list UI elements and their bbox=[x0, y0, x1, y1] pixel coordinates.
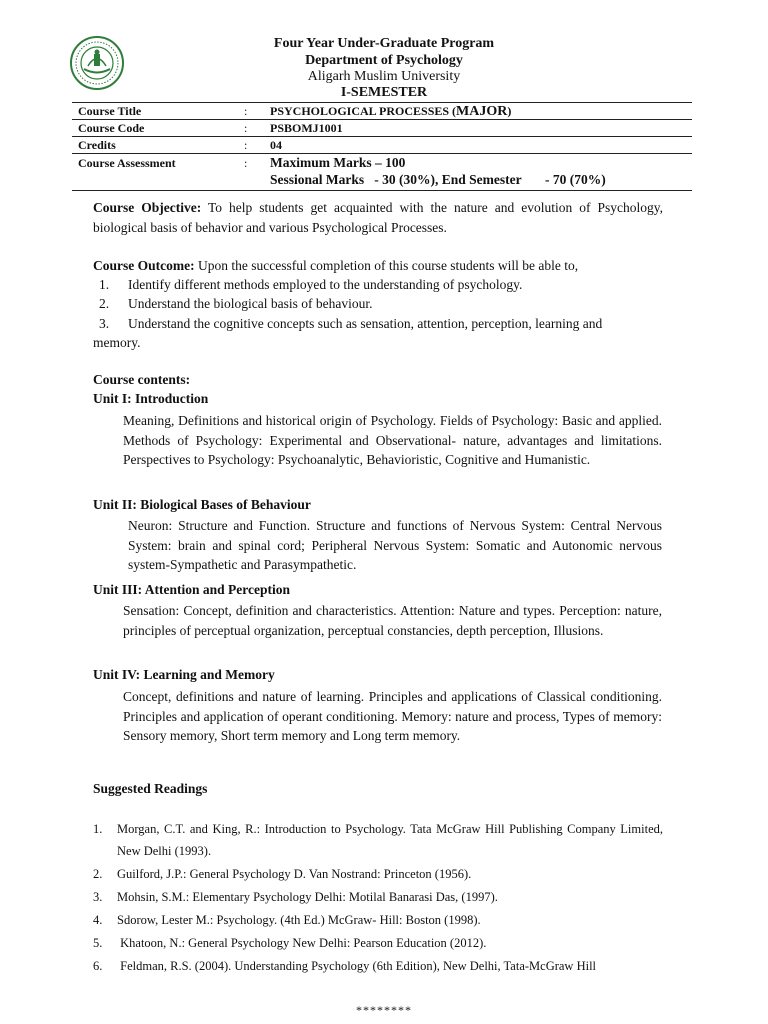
table-rule bbox=[72, 190, 692, 191]
row-colon: : bbox=[244, 156, 248, 170]
outcome-number: 1. bbox=[99, 277, 110, 292]
reading-text: Sdorow, Lester M.: Psychology. (4th Ed.) McGraw- Hill: Boston (1998). bbox=[117, 913, 481, 927]
reading-number: 2. bbox=[93, 867, 103, 881]
reading-number: 1. bbox=[93, 822, 103, 836]
reading-number: 4. bbox=[93, 913, 103, 927]
course-title-suffix: ) bbox=[507, 104, 512, 118]
unit-title: Unit III: Attention and Perception bbox=[93, 582, 291, 597]
course-outcome-intro bbox=[93, 256, 693, 276]
row-colon: : bbox=[244, 121, 248, 135]
credits-row bbox=[72, 136, 692, 153]
outcome-number: 2. bbox=[99, 296, 110, 311]
row-label: Credits bbox=[78, 138, 116, 152]
course-title-row bbox=[72, 102, 692, 119]
unit-title: Unit I: Introduction bbox=[93, 391, 209, 406]
unit-text: Neuron: Structure and Function. Structure and functions of Nervous System: Central Nervous System: brain and spinal cord; Peripheral Nervous System: Somatic and Autonomic nervous system-Sympathetic and Parasympathetic. bbox=[128, 518, 662, 572]
credits-value: 04 bbox=[270, 138, 282, 152]
course-code-value: PSBOMJ1001 bbox=[270, 121, 343, 135]
maximum-marks-value: Maximum Marks – 100 bbox=[270, 155, 406, 170]
reading-text: Guilford, J.P.: General Psychology D. Van Nostrand: Princeton (1956). bbox=[117, 867, 472, 881]
row-label: Course Code bbox=[78, 121, 145, 135]
row-label: Course Title bbox=[78, 104, 142, 118]
course-title-value bbox=[270, 104, 511, 120]
outcome-item-continuation: memory. bbox=[93, 335, 141, 350]
outcome-text: Understand the cognitive concepts such as sensation, attention, perception, learning and bbox=[128, 316, 603, 331]
suggested-readings-heading: Suggested Readings bbox=[93, 781, 208, 796]
university-name: Aligarh Muslim University bbox=[307, 69, 461, 84]
unit-text: Meaning, Definitions and historical origin of Psychology. Fields of Psychology: Basic and applied. Methods of Psychology: Experimental and Observational- nature, advantages and limitations. Perspectives to Psychology: Psychoanalytic, Behavioristic, Cognitive and Humanistic. bbox=[123, 413, 662, 467]
course-objective bbox=[93, 198, 663, 237]
outcome-text: Understand the biological basis of behaviour. bbox=[128, 296, 373, 311]
row-colon: : bbox=[244, 138, 248, 152]
outcome-number: 3. bbox=[99, 316, 110, 331]
sessional-marks: Sessional Marks - 30 (30%), End Semester - 70 (70%) bbox=[270, 172, 606, 187]
outcome-text: Identify different methods employed to the understanding of psychology. bbox=[128, 277, 523, 292]
course-outcome-label: Course Outcome: bbox=[93, 258, 195, 273]
course-title-text: PSYCHOLOGICAL PROCESSES ( bbox=[270, 104, 457, 118]
reading-text: Mohsin, S.M.: Elementary Psychology Delhi: Motilal Banarasi Das, (1997). bbox=[117, 890, 498, 904]
unit-text: Concept, definitions and nature of learning. Principles and applications of Classical conditioning. Principles and application of operant conditioning. Memory: nature and process, Types of memory: Sensory memory, Short term memory and Long term memory. bbox=[123, 689, 662, 743]
course-title-major: MAJOR bbox=[456, 104, 508, 119]
reading-text: Morgan, C.T. and King, R.: Introduction to Psychology. Tata McGraw Hill Publishing Company Limited, New Delhi (1993). bbox=[117, 822, 663, 858]
reading-text: Feldman, R.S. (2004). Understanding Psychology (6th Edition), New Delhi, Tata-McGraw Hill bbox=[117, 959, 597, 973]
semester-title: I-SEMESTER bbox=[340, 85, 428, 100]
department-title: Department of Psychology bbox=[305, 53, 463, 68]
course-objective-label: Course Objective: bbox=[93, 200, 202, 215]
program-title: Four Year Under-Graduate Program bbox=[273, 36, 495, 51]
course-outcome-text: Upon the successful completion of this course students will be able to, bbox=[197, 258, 579, 273]
course-code-row bbox=[72, 119, 692, 136]
reading-number: 6. bbox=[93, 959, 103, 973]
course-assessment-row bbox=[72, 154, 692, 171]
reading-text: Khatoon, N.: General Psychology New Delhi: Pearson Education (2012). bbox=[117, 936, 487, 950]
unit-title: Unit IV: Learning and Memory bbox=[93, 667, 275, 682]
course-objective-text: To help students get acquainted with the nature and evolution of Psychology, biological basis of behavior and various Psychological Processes. bbox=[93, 200, 664, 235]
unit-text: Sensation: Concept, definition and characteristics. Attention: Nature and types. Perception: nature, principles of perceptual organization, perceptual constancies, depth perception, Illusions. bbox=[123, 603, 662, 638]
reading-number: 5. bbox=[93, 936, 103, 950]
course-contents-heading: Course contents: bbox=[93, 372, 191, 387]
page-end-marker: ******** bbox=[356, 1003, 412, 1017]
row-label: Course Assessment bbox=[78, 156, 176, 170]
reading-number: 3. bbox=[93, 890, 103, 904]
row-colon: : bbox=[244, 104, 248, 118]
unit-title: Unit II: Biological Bases of Behaviour bbox=[93, 497, 311, 512]
